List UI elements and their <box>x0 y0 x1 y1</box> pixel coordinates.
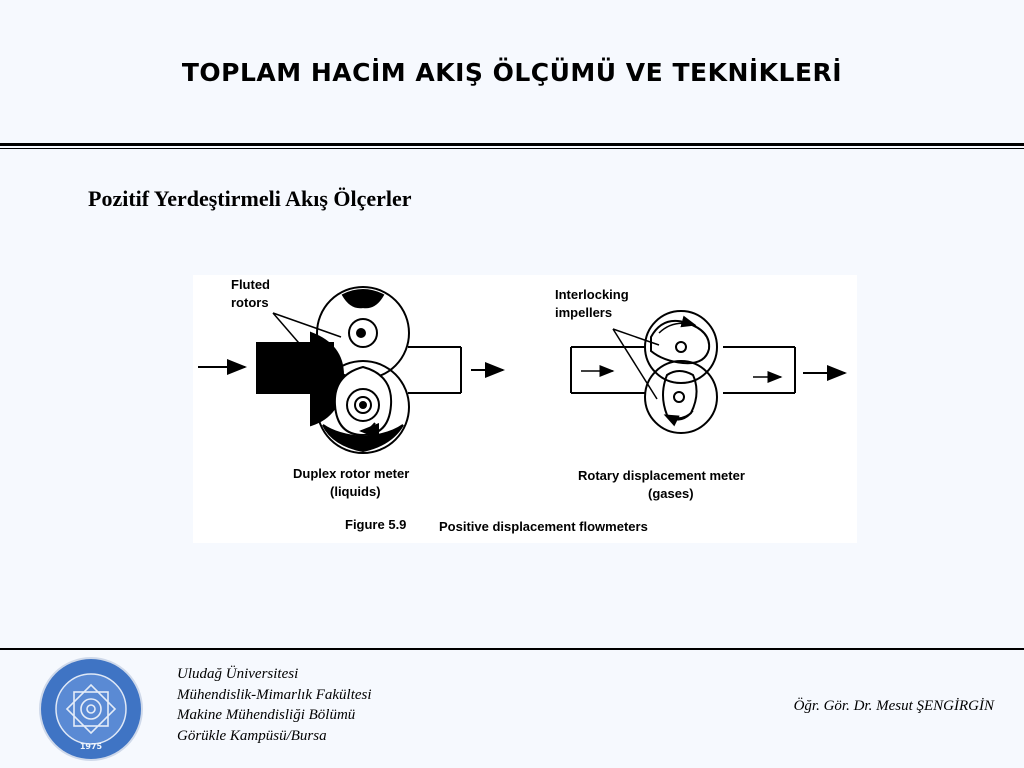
slide-title: TOPLAM HACİM AKIŞ ÖLÇÜMÜ VE TEKNİKLERİ <box>181 58 843 87</box>
footer-divider <box>0 648 1024 650</box>
department-name: Makine Mühendisliği Bölümü <box>177 707 356 723</box>
university-seal-icon <box>38 656 144 762</box>
title-divider-thin <box>0 148 1024 149</box>
label-duplex-rotor-meter: Duplex rotor meter <box>293 466 410 481</box>
rotary-displacement-meter-drawing <box>571 311 845 433</box>
university-name: Uludağ Üniversitesi <box>177 666 299 682</box>
duplex-rotor-meter-drawing <box>198 287 503 453</box>
title-divider-thick <box>0 143 1024 146</box>
label-rotary-displacement-meter: Rotary displacement meter <box>578 468 745 483</box>
label-liquids: (liquids) <box>330 484 381 499</box>
campus-name: Görükle Kampüsü/Bursa <box>177 727 327 744</box>
figure-caption: Positive displacement flowmeters <box>439 519 648 534</box>
faculty-name: Mühendislik-Mimarlık Fakültesi <box>177 686 372 703</box>
flowmeter-figure <box>193 275 857 543</box>
label-fluted: Fluted <box>231 277 270 292</box>
flowmeter-diagram <box>193 275 857 543</box>
label-interlocking: Interlocking <box>555 287 629 302</box>
seal-year: 1975 <box>79 742 103 751</box>
figure-number: Figure 5.9 <box>345 517 407 532</box>
author-name: Öğr. Gör. Dr. Mesut ŞENGİRGİN <box>793 698 994 714</box>
label-rotors: rotors <box>231 295 269 310</box>
institution-block <box>177 664 372 746</box>
label-gases: (gases) <box>648 486 694 501</box>
section-subtitle: Pozitif Yerdeştirmeli Akış Ölçerler <box>88 186 412 211</box>
label-impellers: impellers <box>555 305 613 320</box>
